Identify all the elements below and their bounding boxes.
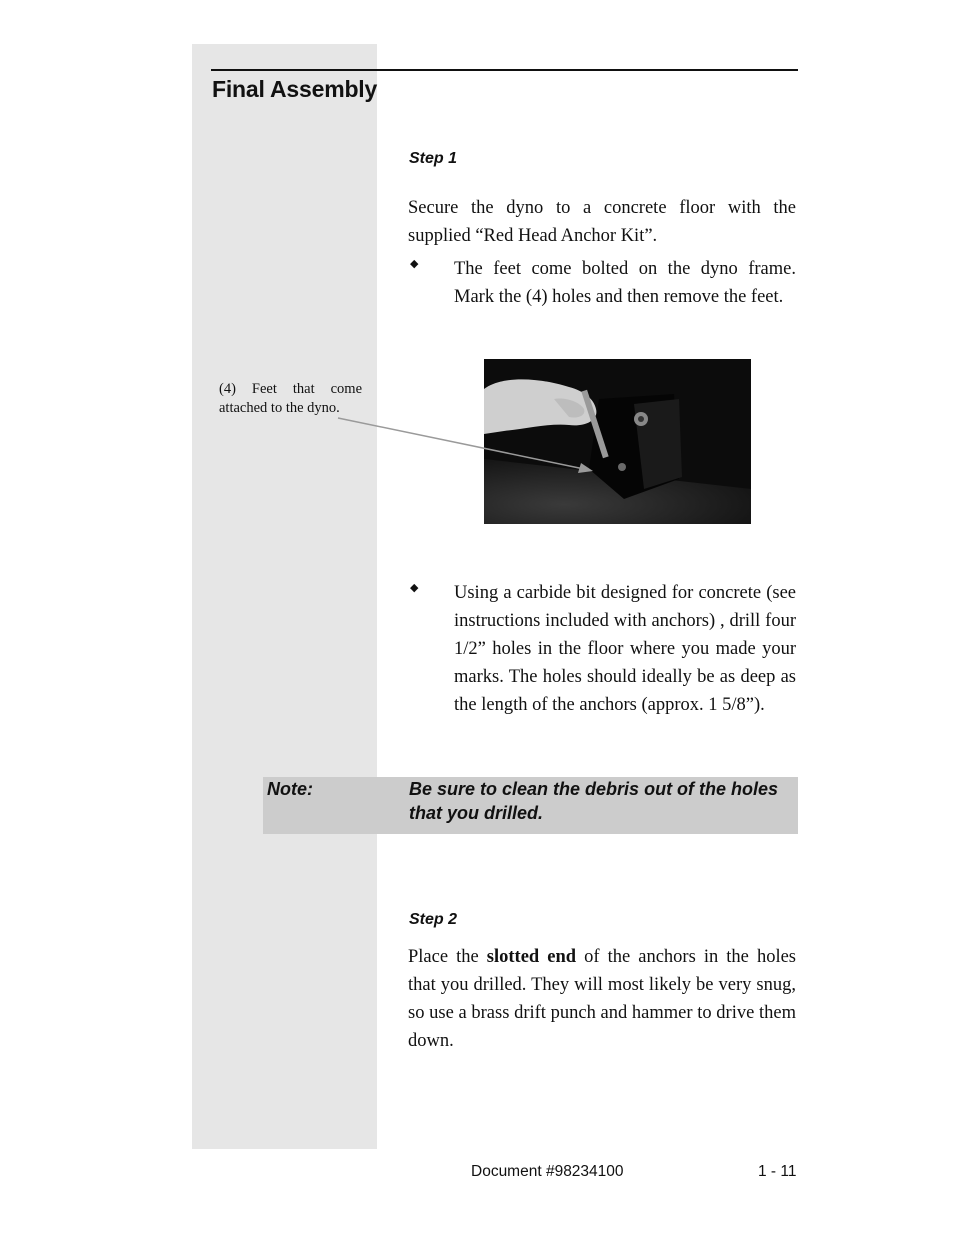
document-number: Document #98234100: [471, 1163, 624, 1180]
page-number: 1 - 11: [758, 1163, 797, 1180]
figure-caption: (4) Feet that come attached to the dyno.: [219, 381, 362, 416]
step-2-text-end: of the anchors in the holes that you drilled. They will most likely be very snug, so use a brass drift punch and hammer to drive them down.: [408, 947, 797, 1051]
diamond-bullet-icon: ◆: [410, 258, 419, 270]
diamond-bullet-icon: ◆: [410, 582, 419, 594]
list-item: [408, 255, 796, 311]
feet-photo-illustration: [484, 359, 751, 524]
list-item: [408, 579, 796, 719]
sidebar-panel: [192, 44, 377, 1149]
note-callout: [263, 777, 798, 834]
step-2-text-start: Place the: [408, 947, 487, 967]
bullet-text: The feet come bolted on the dyno frame. Mark the (4) holes and then remove the feet.: [454, 259, 796, 307]
page-title: Final Assembly: [212, 76, 378, 102]
step-2-text: [408, 943, 796, 1055]
header-rule: [211, 69, 798, 71]
bullet-text: Using a carbide bit designed for concrete (see instructions included with anchors) , drill four 1/2” holes in the floor where you made your marks. The holes should ideally be as deep as the length of the anchors (approx. 1 5/8”).: [454, 583, 796, 715]
step-1-intro: Secure the dyno to a concrete floor with the supplied “Red Head Anchor Kit”.: [408, 198, 796, 246]
step-2-heading: Step 2: [409, 911, 458, 928]
feet-photo: [484, 359, 751, 524]
step-1-heading: Step 1: [409, 150, 458, 167]
step-2-text-bold: slotted end: [486, 947, 577, 967]
note-label: Note:: [267, 779, 313, 799]
note-text: Be sure to clean the debris out of the holes that you drilled.: [409, 779, 779, 823]
